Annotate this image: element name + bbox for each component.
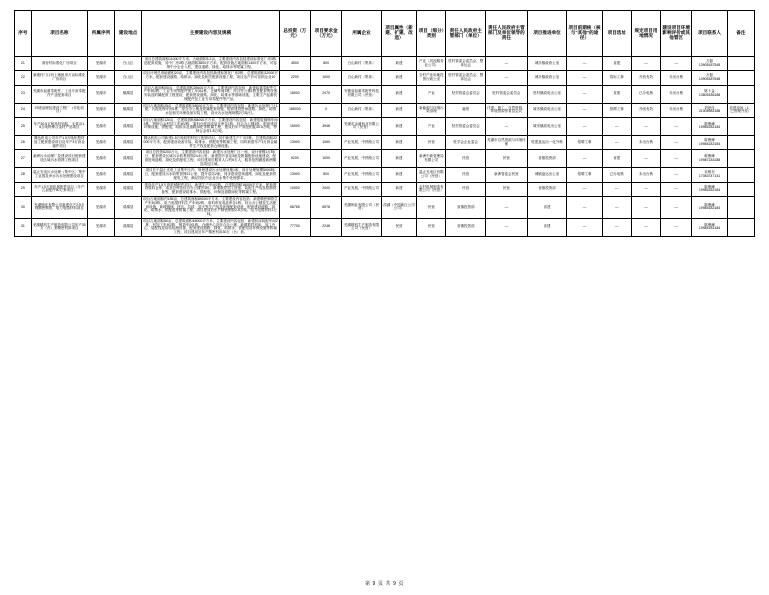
cell-project_site: —	[602, 182, 631, 196]
cell-approval: —	[567, 57, 602, 71]
cell-category: 新洲中新管理局有限公司	[417, 150, 446, 168]
cell-enterprise: 芜湖铜业有限公司（民营）	[342, 196, 382, 218]
cell-content: 项目占地面积80亩，总建筑面积45000平方米，主要建设内容包括：新建机床装配车间2栋、机加工车间2栋、铸造车间1栋、仓储中心及综合办公楼，新增数控机床、加工中心、装配线及检验检测设备，配套建设道路、绿化、给排水、供配电及环保设施等附属工程，项目建成后年产精密机床30万（台）套。	[142, 218, 280, 236]
col-header-category: 项目（细分）类别	[417, 11, 446, 57]
cell-contact: 陈俊峰 19987183188	[692, 150, 727, 168]
cell-location: 清湖县	[115, 196, 142, 218]
cell-idx: 28	[15, 168, 32, 182]
cell-idx: 23	[15, 85, 32, 103]
cell-owner: 芜湖市	[87, 117, 114, 135]
cell-enterprise: 产业发展、中铁路公司	[342, 168, 382, 182]
cell-location: 清湖县	[115, 117, 142, 135]
table-row	[15, 218, 755, 236]
cell-land_approval: 未出台核	[661, 71, 692, 85]
cell-unit: 城镇盘运出公室	[527, 168, 567, 182]
cell-land_approval: 未出台核	[661, 103, 692, 117]
cell-land_nature: 已办电核	[631, 85, 660, 103]
table-row	[15, 117, 755, 135]
cell-remark	[727, 182, 754, 196]
cell-project_site: 已办电核	[602, 168, 631, 182]
cell-resp_unit: 民营	[446, 168, 486, 182]
table-row	[15, 57, 755, 71]
cell-resp_person: 代建、施工、自然资源、环境资源等省县会议	[486, 103, 528, 117]
cell-idx: 21	[15, 57, 32, 71]
cell-category: 温止光电区有限公司（民营）	[417, 168, 446, 182]
cell-resp_person: —	[486, 71, 528, 85]
cell-resp_unit: 省镇投资部	[446, 218, 486, 236]
cell-location: 白山区	[115, 71, 142, 85]
cell-approval: 招聘工事	[567, 168, 602, 182]
page-footer: 第 9 页 共 9 页	[364, 581, 405, 587]
cell-name: 芜湖铜业有限公司新建年产2.5万吨精密铜管、电力电缆材料项目	[31, 196, 87, 218]
cell-resp_person: —	[486, 117, 528, 135]
cell-resp_unit: 省镇投资部	[446, 196, 486, 218]
cell-total_investment: 15000	[279, 117, 310, 135]
cell-content: 项目位于温止光电工业集中区内，规划建设污水处理设施1座，设计处理规模5000吨/日，配套建设污水收集管网12公里、提升泵站2座，同步建设进场道路、绿化及配套供配电工程，满足园区内企业污水集中处理需求。	[142, 168, 280, 182]
cell-year_investment: 800	[310, 57, 341, 71]
cell-approval: —	[567, 150, 602, 168]
cell-name: 赛舍村标准化厂房项目	[31, 57, 87, 71]
cell-location: 清湖县	[115, 182, 142, 196]
cell-enterprise: 产业发展、中铁路公司	[342, 136, 382, 150]
cell-category: 全村产业用地投资行政公室	[417, 71, 446, 85]
cell-owner: 芜湖市	[87, 57, 114, 71]
table-row	[15, 85, 755, 103]
table-row	[15, 71, 755, 85]
table-header	[15, 11, 755, 57]
cell-total_investment: 4500	[279, 57, 310, 71]
cell-owner: 芜湖市	[87, 85, 114, 103]
cell-land_nature: 未出台核	[631, 136, 660, 150]
cell-resp_unit: 驻村管委会委员会、整体运会	[446, 71, 486, 85]
cell-land_nature: 未出台核	[631, 168, 660, 182]
cell-idx: 22	[15, 71, 32, 85]
cell-content: 项目占地面积50亩，总建筑面积25600平方米，主要建设内容包括：新建起重零配件生产车间2栋、工业专用零配件加工车间1栋、仓储车间1栋、综合办公楼1栋及配套的设备安装及附属配套工程建设，配套建设道路、绿化、给排水等基础设施，主要生产起重机械配件及工业专用零配件等产品。	[142, 85, 280, 103]
cell-unit: 驻建盘运出一化外核	[527, 136, 567, 150]
cell-location: 清湖县	[115, 218, 142, 236]
cell-contact: 陈俊峰 19984182184	[692, 182, 727, 196]
cell-land_nature: 开放有效	[631, 71, 660, 85]
cell-project_site: —	[602, 218, 631, 236]
cell-approval: 招聘工事	[567, 136, 602, 150]
cell-unit: 省镇投资部	[527, 150, 567, 168]
cell-owner: 芜湖市	[87, 196, 114, 218]
cell-content: 项目总投资5200万元，主要建设内容包括：新建污水处理厂区一座，设计规模1万吨/日，配套建设区域污水收集管网24.6公里，新建提升泵站3座及附属配套设施建设，配套进场道路、绿化及供配电工程，项目建成后服务人口约5万人，服务范围涵盖新洲镇及周边区域。	[142, 150, 280, 168]
cell-owner: 芜湖市	[87, 218, 114, 236]
cell-year_investment: 1000	[310, 71, 341, 85]
cell-enterprise: 白山新村（集体）	[342, 57, 382, 71]
cell-attr: 新建	[381, 117, 416, 135]
col-header-approval: 项目前期核（核与“其他”的途径）	[567, 11, 602, 57]
cell-contact: 陈俊峰 19984182184	[692, 218, 727, 236]
cell-land_approval: —	[661, 182, 692, 196]
col-header-idx: 序号	[15, 11, 32, 57]
cell-project_site: —	[602, 196, 631, 218]
cell-resp_unit: 驻村管委会委员会	[446, 117, 486, 135]
cell-unit: 城市镇政府公室	[527, 71, 567, 85]
cell-resp_person: —	[486, 57, 528, 71]
cell-remark: 县建设场（1、已管理开放）	[727, 103, 754, 117]
cell-unit: 省建	[527, 218, 567, 236]
cell-remark	[727, 57, 754, 71]
cell-approval: —	[567, 182, 602, 196]
cell-content: 建设年产1.5万套机械配件项目，新建生产车间2栋，总建筑面积16000平方米，配套建设原料仓库、成品仓库及综合办公楼各1栋，新增数控加工设备、装配生产线及检测设备等，配套建设给排水、供配电、环保及道路绿化等附属工程。	[142, 182, 280, 196]
cell-land_approval: —	[661, 150, 692, 168]
cell-remark	[727, 117, 754, 135]
cell-content: 项目占地面积25亩，总建筑面积18000平方米，主要建设内容包括：新建污水处理厂区1座、污泥处理车间1栋、综合办公楼及附属配套设施，配套建设进场道路、绿化、给排水及相关环保设备安装工程，设计污水处理规模2万吨/日。	[142, 103, 280, 117]
cell-year_investment: 2248	[310, 218, 341, 236]
cell-approval: —	[567, 196, 602, 218]
col-header-enterprise: 所属企业	[342, 11, 382, 57]
col-header-resp_unit: 责任人民政府主管部门（单位）	[446, 11, 486, 57]
cell-enterprise: 芜湖精机生产制造有限公司（民营）	[342, 218, 382, 236]
cell-approval: —	[567, 71, 602, 85]
cell-name: 环境治理及建设工程厂（市化项目）	[31, 103, 87, 117]
cell-category: 新能源与环境污染治理	[417, 103, 446, 117]
cell-resp_person: 新洲管委会民营	[486, 168, 528, 182]
cell-enterprise: 白山新村（集体）	[342, 71, 382, 85]
col-header-land_nature: 规定项目用地情况	[631, 11, 660, 57]
cell-land_nature: —	[631, 218, 660, 236]
cell-approval: —	[567, 103, 602, 117]
cell-project_site: 省建	[602, 57, 631, 71]
col-header-resp_person: 责任人民政府主管部门及单位领导的责任	[486, 11, 528, 57]
cell-name: 新港村门口河上地租用万亩标准化厂房项目	[31, 71, 87, 85]
cell-resp_person: 芜湖市自然资源与环境环保	[486, 136, 528, 150]
cell-remark	[727, 218, 754, 236]
cell-contact: 陈俊峰 19984182184	[692, 136, 727, 150]
col-header-owner: 所属序列	[87, 11, 114, 57]
col-header-remark: 备注	[727, 11, 754, 57]
cell-total_investment: 18000	[279, 85, 310, 103]
cell-content: 腾达机电公司新建1.5万吨铝型材加工配套项目，其中新建生产厂房2栋，总建筑面积22000平方米，配套建设设备安装、给排水、供配电等附属工程，同时新建年产3万套金属件生产线及配套仓储设施。	[142, 136, 280, 150]
cell-project_site: 招聘工事	[602, 103, 631, 117]
cell-attr: 新建	[381, 103, 416, 117]
cell-attr: 民营	[381, 218, 416, 236]
cell-owner: 芜湖市	[87, 182, 114, 196]
cell-owner: 芜湖市	[87, 103, 114, 117]
cell-remark	[727, 196, 754, 218]
cell-owner: 芜湖市	[87, 168, 114, 182]
cell-land_approval: —	[661, 136, 692, 150]
cell-contact: 刘爱付 21004982188	[692, 103, 727, 117]
cell-contact: 陈俊峰 19984182184	[692, 196, 727, 218]
cell-remark	[727, 168, 754, 182]
cell-approval: —	[567, 117, 602, 135]
cell-year_investment: 1000	[310, 150, 341, 168]
cell-year_investment: 800	[310, 168, 341, 182]
cell-total_investment: 10000	[279, 182, 310, 196]
cell-land_nature: —	[631, 150, 660, 168]
cell-approval: —	[567, 85, 602, 103]
cell-year_investment: 6578	[310, 196, 341, 218]
cell-category: 农村机械制造有限公司（民营）	[417, 182, 446, 196]
cell-unit: 省建	[527, 196, 567, 218]
cell-remark	[727, 85, 754, 103]
cell-unit: 城市镇政电出公室	[527, 103, 567, 117]
col-header-land_approval: 建设项目环境影响评价或其他管区	[661, 11, 692, 57]
cell-category: 产业（其他服务业公司）	[417, 57, 446, 71]
cell-land_nature: —	[631, 182, 660, 196]
cell-contact: 陈俊峰 19984182184	[692, 117, 727, 135]
cell-year_investment: 2470	[310, 85, 341, 103]
cell-enterprise: 安徽省起重零配件科技有限公司（民营）	[342, 85, 382, 103]
cell-land_nature: —	[631, 57, 660, 71]
cell-name: 温止光电污水处理（集中区）集中工业园及净水污水处理建设项目	[31, 168, 87, 182]
cell-total_investment: 77700	[279, 218, 310, 236]
cell-attr: 清湖（中国新区公司公司）	[381, 196, 416, 218]
cell-location: 镇湖县	[115, 85, 142, 103]
cell-project_site: 省建	[602, 85, 631, 103]
table-row	[15, 150, 755, 168]
col-header-total_investment: 总投资（万元）	[279, 11, 310, 57]
cell-land_approval: —	[661, 117, 692, 135]
cell-idx: 27	[15, 150, 32, 168]
cell-year_investment: 2000	[310, 182, 341, 196]
cell-total_investment: 68765	[279, 196, 310, 218]
cell-attr: 新建	[381, 71, 416, 85]
col-header-name: 项目名称	[31, 11, 87, 57]
cell-category: 民营	[417, 196, 446, 218]
col-header-location: 建设地点	[115, 11, 142, 57]
cell-attr: 新建	[381, 182, 416, 196]
cell-year_investment: 4948	[310, 117, 341, 135]
cell-remark	[727, 150, 754, 168]
cell-attr: 新建	[381, 136, 416, 150]
cell-idx: 26	[15, 136, 32, 150]
project-list-table	[14, 10, 755, 237]
cell-idx: 25	[15, 117, 32, 135]
cell-resp_unit: 驻村管委会委员会	[446, 85, 486, 103]
cell-category: 民营	[417, 218, 446, 236]
cell-project_site: —	[602, 117, 631, 135]
cell-name: 芜湖市起重零配件、工业专用零配件产业配套项目	[31, 85, 87, 103]
cell-land_approval: —	[661, 196, 692, 218]
cell-enterprise: 白山新村（集体）	[342, 103, 382, 117]
cell-attr: 新建	[381, 85, 416, 103]
table-row	[15, 182, 755, 196]
cell-resp_person: 民营	[486, 150, 528, 168]
cell-land_approval: —	[661, 168, 692, 182]
cell-resp_unit: 驻学会企业委会	[446, 136, 486, 150]
cell-remark	[727, 71, 754, 85]
col-header-contact: 项目联系人	[692, 11, 727, 57]
cell-total_investment: 188000	[279, 103, 310, 117]
cell-resp_person: —	[486, 218, 528, 236]
cell-location: 清湖县	[115, 168, 142, 182]
cell-name: 年产30.5万吨高技铝锭、无氧杂1.5万吨特种合金材产品项目	[31, 117, 87, 135]
cell-owner: 芜湖市	[87, 150, 114, 168]
cell-idx: 24	[15, 103, 32, 117]
table-row	[15, 168, 755, 182]
cell-attr: 新建	[381, 150, 416, 168]
cell-name: 年产1.5万套机械配件项目（年产五金配件50万套项目）	[31, 182, 87, 196]
cell-idx: 31	[15, 218, 32, 236]
cell-total_investment: 2200	[279, 71, 310, 85]
cell-unit: 城市镇政府公室	[527, 57, 567, 71]
table-row	[15, 196, 755, 218]
cell-resp_person: 驻村管委会委员会	[486, 85, 528, 103]
table-row	[15, 136, 755, 150]
cell-location: 清湖县	[115, 136, 142, 150]
col-header-content: 主要建设内容及规模	[142, 11, 280, 57]
cell-enterprise: 芜湖市金属铝业有限公司（民营）	[342, 117, 382, 135]
cell-attr: 新建	[381, 168, 416, 182]
cell-project_site: 省建	[602, 150, 631, 168]
cell-resp_unit: 驻村管委会委员会、整体运会	[446, 57, 486, 71]
cell-owner: 芜湖市	[87, 136, 114, 150]
cell-contact: 宋明东 17083747141	[692, 168, 727, 182]
cell-idx: 30	[15, 196, 32, 218]
cell-enterprise: 产业发展、中铁路公司	[342, 150, 382, 168]
cell-land_nature: —	[631, 117, 660, 135]
cell-total_investment: 5200	[279, 150, 310, 168]
cell-location: 清湖县	[115, 150, 142, 168]
cell-remark	[727, 136, 754, 150]
cell-category: 民营	[417, 136, 446, 150]
cell-contact: 万磊 13905187548	[692, 57, 727, 71]
cell-resp_unit: 民营	[446, 182, 486, 196]
cell-content: 项目占地面积120亩，总建筑面积68000平方米，主要建设内容包括：新建铝锭熔铸车间3栋、特种合金材加工车间2栋、原料仓库及成品仓库各1栋、综合办公楼1栋，配套建设环保设施、供配电、给排水及道路绿化等附属工程，建成后年产高技铝锭30.5万吨、特种合金材1.5万吨。	[142, 117, 280, 135]
cell-content: 项目计划总用地面积20亩，主要建设内容包括新建标准化厂房2栋，总建筑面积12000平方米，配套建设道路、给排水、绿化及相关配套设施工程，项目达产后可容纳企业10家。	[142, 71, 280, 85]
cell-content: 项目总建筑面积11000平方米，占地面积5.2亩，主要建设内容包括建设标准化厂房3栋及配套设施，其中厂房3栋占地面积3800平方米，配套设施占地面积1400平方米，可容纳中小企业入驻，建设道路、绿化、给排水等附属工程。	[142, 57, 280, 71]
cell-content: 项目占地面积约155亩，总建筑面积89000平方米，主要建设内容包括：新建精密铜管生产车间3栋、电力电缆材料生产车间2栋、原料库及成品库各1栋、综合办公楼及生活配套设施，新增熔铸、挤压、拉拔、退火等生产线及环保配套设备，配套建设道路、绿化、给排水、供配电等附属工程，项目建成后年产精密铜管2.5万吨、电力电缆材料1万吨。	[142, 196, 280, 218]
col-header-project_site: 项目选址	[602, 11, 631, 57]
cell-project_site: 招标工事	[602, 71, 631, 85]
cell-resp_person: 民营	[486, 182, 528, 196]
cell-land_nature: —	[631, 196, 660, 218]
cell-land_approval: —	[661, 57, 692, 71]
cell-name: 芜湖精机生产制造有限公司年产30万（台）套精密机床项目	[31, 218, 87, 236]
cell-name: 腾达机电公司年产1.5万吨铝型材加工配套建设项目及年产3万套金属件项目	[31, 136, 87, 150]
col-header-unit: 项目推进单位	[527, 11, 567, 57]
cell-idx: 29	[15, 182, 32, 196]
table-header-row	[15, 11, 755, 57]
cell-project_site: —	[602, 136, 631, 150]
cell-approval: —	[567, 218, 602, 236]
cell-attr: 新建	[381, 57, 416, 71]
cell-location: 镇湖县	[115, 103, 142, 117]
cell-name: 新洲污水治理厂及建设项目配套建设区域污水管网工程项目	[31, 150, 87, 168]
cell-contact: 陈十益 13805186188	[692, 85, 727, 103]
cell-resp_unit: 民营	[446, 150, 486, 168]
cell-contact: 万磊 13905187548	[692, 71, 727, 85]
cell-land_approval: —	[661, 218, 692, 236]
cell-resp_unit: 融资	[446, 103, 486, 117]
cell-enterprise: 产业发展、中铁路公司	[342, 182, 382, 196]
col-header-attr: 项目属性（新建、扩建、改造）	[381, 11, 416, 57]
cell-unit: 城市镇政电出公室	[527, 117, 567, 135]
cell-year_investment: 1060	[310, 136, 341, 150]
table-row	[15, 103, 755, 117]
cell-owner: 芜湖市	[87, 71, 114, 85]
table-body	[15, 57, 755, 237]
cell-land_nature: 开改有效	[631, 103, 660, 117]
cell-total_investment: 13000	[279, 136, 310, 150]
cell-location: 白山区	[115, 57, 142, 71]
cell-year_investment: 0	[310, 103, 341, 117]
cell-unit: 驻村镇政电出公室	[527, 85, 567, 103]
cell-land_approval: 未出台核	[661, 85, 692, 103]
cell-category: 产业	[417, 117, 446, 135]
cell-total_investment: 13000	[279, 168, 310, 182]
col-header-year_investment: 项目要求金（万元）	[310, 11, 341, 57]
cell-category: 产业	[417, 85, 446, 103]
cell-resp_person: —	[486, 196, 528, 218]
cell-unit: 省镇投资部	[527, 182, 567, 196]
